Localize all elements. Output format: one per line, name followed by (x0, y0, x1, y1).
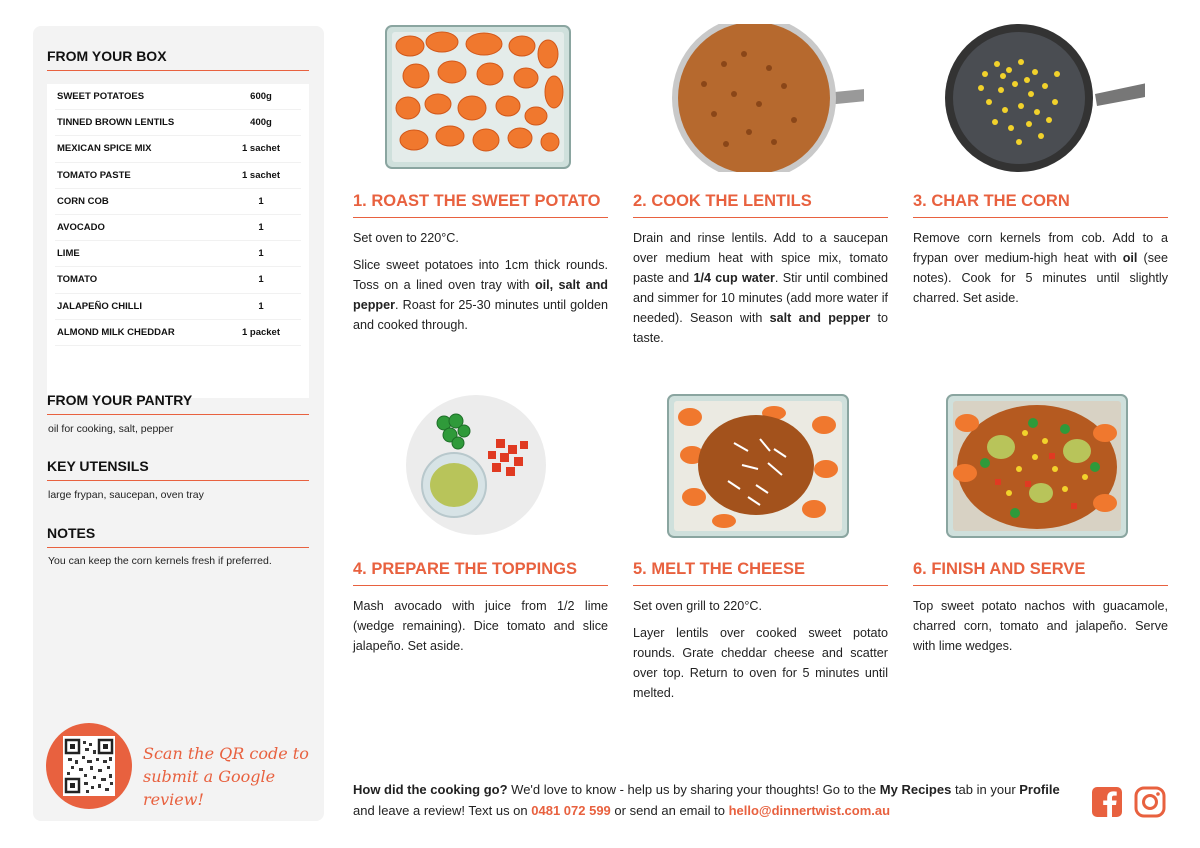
step-text: Drain and rinse lentils. Add to a saucepan over medium heat with spice mix, tomato paste and (633, 231, 888, 285)
key-utensils-title: KEY UTENSILS (47, 458, 309, 481)
step-text: Set oven grill to 220°C. (633, 599, 762, 613)
my-recipes-link[interactable]: My Recipes (879, 782, 952, 797)
from-your-box-title: FROM YOUR BOX (47, 48, 309, 71)
footer-question: How did the cooking go? (353, 782, 508, 797)
pantry-text: oil for cooking, salt, pepper (48, 423, 174, 435)
ingredient-qty: 1 (258, 195, 264, 207)
step-paragraph (353, 228, 608, 248)
ingredient-name: TOMATO PASTE (57, 169, 131, 181)
step-text: . Roast for 25-30 minutes until golden and cooked through. (353, 298, 608, 332)
notes-title: NOTES (47, 525, 309, 548)
step-2-body (633, 228, 888, 355)
step-5-title: 5. MELT THE CHEESE (633, 560, 888, 586)
footer-text-3: and leave a review! Text us on (353, 803, 532, 818)
qr-review-prompt (143, 742, 318, 812)
step-2-title: 2. COOK THE LENTILS (633, 192, 888, 218)
step-paragraph (633, 596, 888, 616)
step-emphasis: salt and pepper (769, 311, 871, 325)
step-1-title: 1. ROAST THE SWEET POTATO (353, 192, 608, 218)
box-ingredient-row (55, 163, 301, 189)
ingredient-name: ALMOND MILK CHEDDAR (57, 326, 175, 338)
box-ingredient-row (55, 215, 301, 241)
box-ingredient-row (55, 84, 301, 110)
ingredient-name: MEXICAN SPICE MIX (57, 143, 152, 155)
step-text: Mash avocado with juice from 1/2 lime (wedge remaining). Dice tomato and slice jalapeño. Set aside. (353, 599, 608, 653)
email-link[interactable]: hello@dinnertwist.com.au (728, 803, 891, 818)
qr-text-line-1: Scan the QR code to (143, 744, 309, 763)
step-2-image (664, 24, 864, 172)
ingredient-qty: 600g (250, 91, 272, 103)
from-your-pantry-title: FROM YOUR PANTRY (47, 392, 309, 415)
step-3-body (913, 228, 1168, 315)
step-4-body (353, 596, 608, 663)
instagram-icon[interactable] (1134, 786, 1166, 818)
step-paragraph (913, 228, 1168, 308)
step-text: . Stir until combined and simmer for 10 minutes (add more water if needed). Season with (633, 271, 888, 325)
ingredient-name: LIME (57, 248, 80, 260)
step-text: Top sweet potato nachos with guacamole, charred corn, tomato and jalapeño. Serve with lime wedges. (913, 599, 1168, 653)
utensils-text: large frypan, saucepan, oven tray (48, 489, 204, 501)
ingredient-name: JALAPEÑO CHILLI (57, 300, 142, 312)
ingredient-qty: 1 (258, 274, 264, 286)
ingredients-sidebar (33, 26, 324, 821)
step-3-image (945, 24, 1145, 172)
step-1-body (353, 228, 608, 342)
box-ingredient-row (55, 294, 301, 320)
footer-text-4: or send an email to (610, 803, 729, 818)
step-4-image (380, 393, 580, 541)
ingredient-qty: 1 (258, 222, 264, 234)
step-paragraph (633, 228, 888, 348)
qr-badge[interactable] (46, 723, 132, 809)
box-ingredient-row (55, 241, 301, 267)
ingredient-qty: 1 sachet (241, 169, 281, 181)
ingredient-name: CORN COB (57, 195, 109, 207)
step-text: Layer lentils over cooked sweet potato rounds. Grate cheddar cheese and scatter over top. Return to oven for 5 minutes until melted. (633, 626, 888, 700)
box-ingredient-row (55, 189, 301, 215)
step-5-image (664, 393, 864, 541)
step-emphasis: 1/4 cup water (693, 271, 775, 285)
ingredient-qty: 1 packet (241, 326, 281, 338)
step-3-title: 3. CHAR THE CORN (913, 192, 1168, 218)
step-6-image (945, 393, 1145, 541)
ingredient-qty: 1 (258, 248, 264, 260)
step-emphasis: oil (1122, 251, 1138, 265)
step-paragraph (633, 623, 888, 703)
step-text: Set oven to 220°C. (353, 231, 459, 245)
step-emphasis: oil, salt and pepper (353, 278, 608, 312)
ingredient-name: AVOCADO (57, 222, 105, 234)
box-ingredient-row (55, 136, 301, 162)
facebook-icon[interactable] (1091, 786, 1123, 818)
box-ingredient-row (55, 267, 301, 293)
notes-text: You can keep the corn kernels fresh if preferred. (48, 555, 272, 567)
step-text: Remove corn kernels from cob. Add to a frypan over medium-high heat with (913, 231, 1168, 265)
step-paragraph (913, 596, 1168, 656)
step-paragraph (353, 255, 608, 335)
step-6-title: 6. FINISH AND SERVE (913, 560, 1168, 586)
footer-text-1: We'd love to know - help us by sharing your thoughts! Go to the (507, 782, 880, 797)
step-paragraph (353, 596, 608, 656)
step-4-title: 4. PREPARE THE TOPPINGS (353, 560, 608, 586)
qr-text-line-2: submit a Google review! (143, 767, 276, 810)
profile-link[interactable]: Profile (1019, 782, 1060, 797)
step-5-body (633, 596, 888, 710)
step-text: to taste. (633, 311, 888, 345)
ingredient-qty: 400g (250, 117, 272, 129)
ingredient-qty: 1 (258, 300, 264, 312)
box-ingredient-row (55, 110, 301, 136)
feedback-footer (353, 779, 1073, 821)
step-text: Slice sweet potatoes into 1cm thick rounds. Toss on a lined oven tray with (353, 258, 608, 292)
qr-code-icon[interactable] (63, 736, 115, 796)
box-ingredient-row (55, 320, 301, 346)
step-6-body (913, 596, 1168, 663)
ingredient-name: SWEET POTATOES (57, 91, 145, 103)
ingredient-qty: 1 sachet (241, 143, 281, 155)
phone-link[interactable]: 0481 072 599 (531, 803, 611, 818)
step-text: (see notes). Cook for 5 minutes until slightly charred. Set aside. (913, 251, 1169, 305)
ingredient-name: TOMATO (57, 274, 98, 286)
ingredient-name: TINNED BROWN LENTILS (57, 117, 175, 129)
step-1-image (380, 24, 580, 172)
footer-text-2: tab in your (951, 782, 1020, 797)
box-ingredients-table (47, 84, 309, 398)
